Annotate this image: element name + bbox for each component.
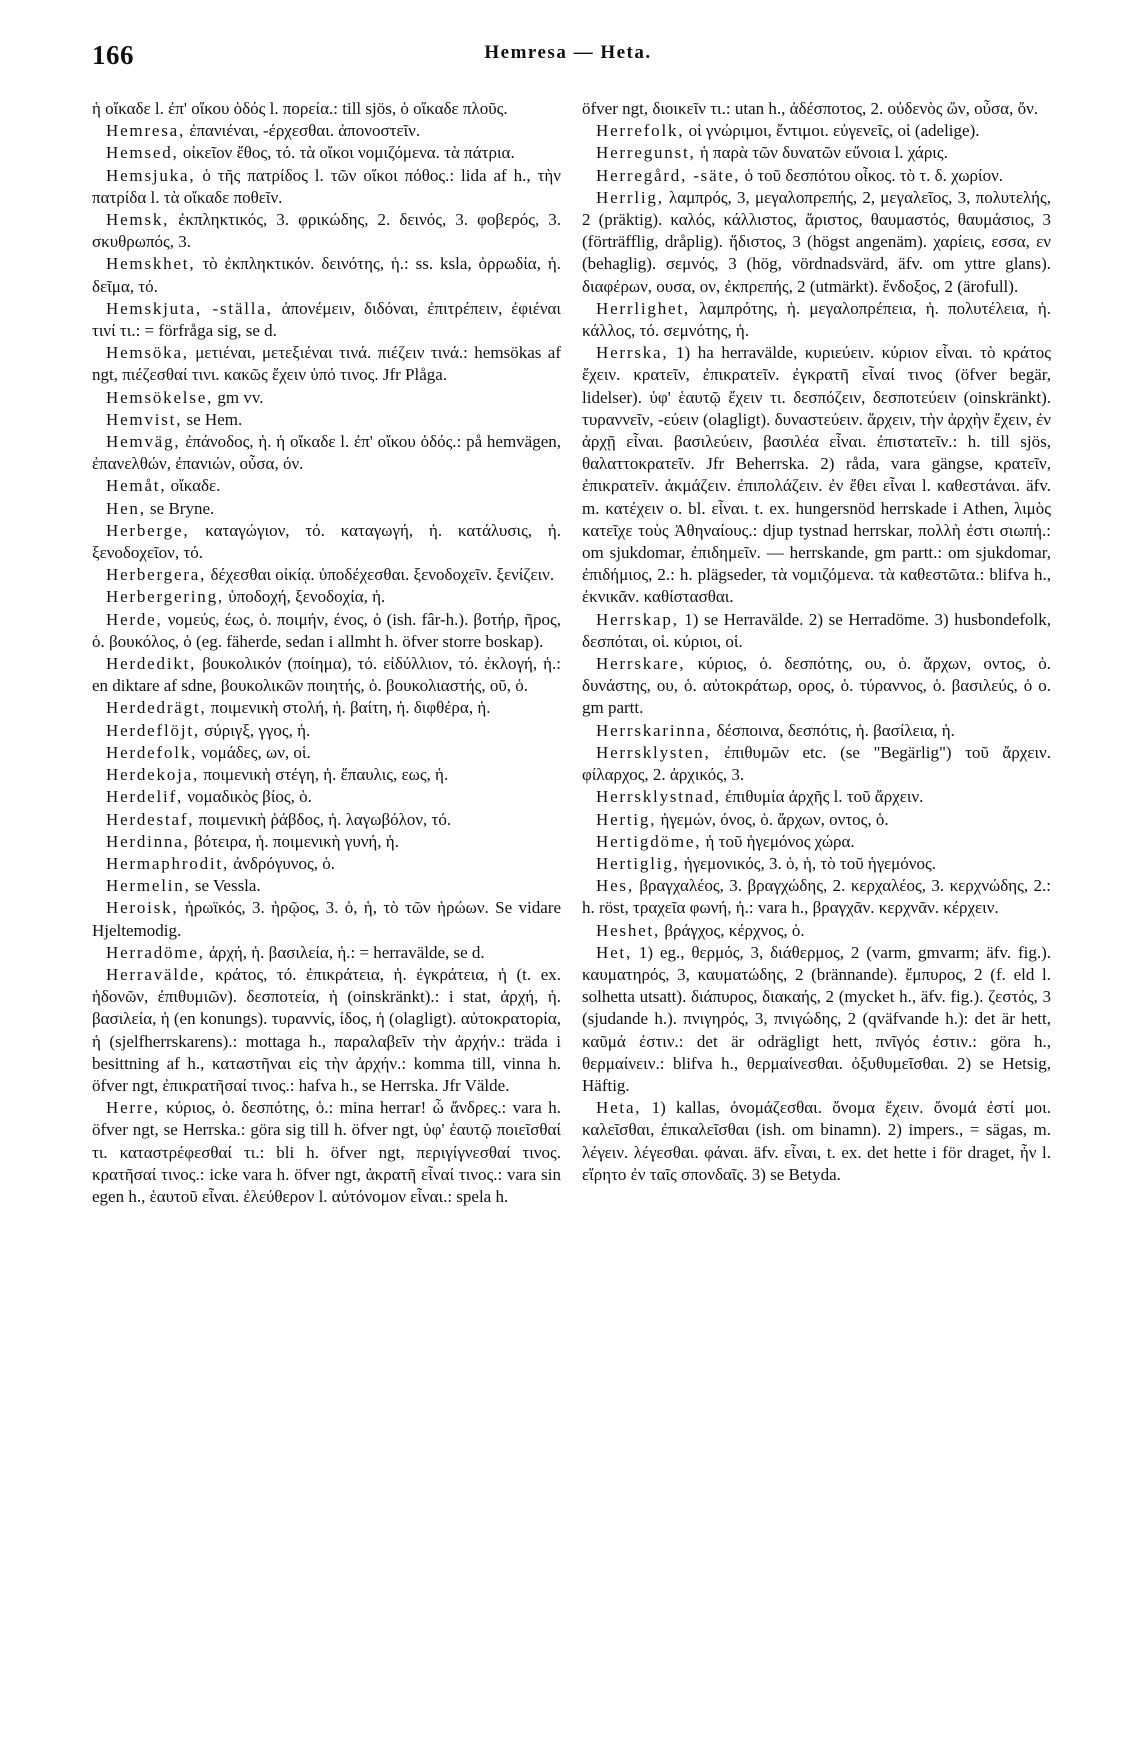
entry-definition: 1) kallas, ὀνομάζεσθαι. ὄνομα ἔχειν. ὄνομά ἐστί μοι. καλεῖσθαι, ἐπικαλεῖσθαι (ish. om binamn). 2) impers., = sägas, m. λέγειν. λέγεσθαι. φάναι. äfv. εἶναι, t. ex. det hette i för draget, ἦν l. εἴρητο ἐν ταῖς σπονδαῖς. 3) se Betyda. (582, 1098, 1051, 1184)
dictionary-entry (92, 409, 561, 431)
dictionary-entry (92, 942, 561, 964)
entry-headword: Hermelin, (106, 876, 191, 896)
entry-headword: Herdestaf, (106, 809, 195, 829)
dictionary-entry (582, 609, 1051, 653)
entry-definition: 1) ha herravälde, κυριεύειν. κύριον εἶναι. τὸ κράτος ἔχειν. κρατεῖν, ἐπικρατεῖν. ἐγκρατῆ εἶναί τινος (öfver begär, lidelser). ὑφ' ἑαυτῷ ἔχειν τι. δεσπόζειν, δεσποτεύειν (oinskränkt). τυραννεῖν, -εύειν (olagligt). δυναστεύειν. ἄρχειν, τὴν ἀρχὴν ἔχειν, ἐν ἀρχῇ εἶναι. βασιλεύειν, βασιλέα εἶναι. ἐπιστατεῖν.: h. till sjös, θαλαττοκρατεῖν. Jfr Beherrska. 2) råda, vara gängse, κρατεῖν, ἐπικρατεῖν. ἀκμάζειν. ἐπιπολάζειν. ἐν ἔθει εἶναι l. καθεστάναι. äfv. m. κατέχειν o. bl. εἶναι. t. ex. hungersnöd herrskade i Athen, λιμὸς κατεῖχε τοὺς Ἀθηναίους.: djup tystnad herrskar, πολλὴ ἐστι σιωπή.: om sjukdomar, ἐπιδημεῖν. — herrskande, gm partt.: om sjukdomar, ἐπιδήμιος, 2.: h. plägseder, τὰ νομιζόμενα. τὰ καθεστῶτα.: blifva h., ἐκνικᾶν. καθίστασθαι. (582, 343, 1051, 607)
entry-headword: Het, (596, 942, 632, 962)
dictionary-entry (92, 253, 561, 297)
entry-headword: Hemskjuta, -ställa, (106, 298, 273, 318)
entry-headword: Herrlighet, (596, 298, 690, 318)
entry-definition: ἡγεμών, όνος, ὁ. ἄρχων, οντος, ὁ. (660, 809, 889, 829)
dictionary-entry (582, 653, 1051, 720)
entry-headword: Hermaphrodit, (106, 853, 230, 873)
entry-headword: Hemåt, (106, 476, 167, 496)
dictionary-entry (92, 742, 561, 764)
entry-definition: se Hem. (186, 409, 243, 429)
entry-definition: ποιμενικὴ ῥάβδος, ἡ. λαγωβόλον, τό. (198, 809, 452, 829)
dictionary-entry (582, 809, 1051, 831)
dictionary-entry (92, 498, 561, 520)
entry-headword: Herbergera, (106, 565, 207, 585)
entry-headword: Heroisk, (106, 898, 179, 918)
entry-definition: λαμπρότης, ἡ. μεγαλοπρέπεια, ἡ. πολυτέλεια, ἡ. κάλλος, τό. σεμνότης, ἡ. (582, 298, 1051, 341)
entry-definition: τὸ ἐκπληκτικόν. δεινότης, ἡ.: ss. ksla, ὀρρωδία, ἡ. δεῖμα, τό. (92, 254, 561, 296)
entry-headword: Heshet, (596, 920, 661, 940)
entry-definition: ἐπανιέναι, -έρχεσθαι. ἀπονοστεῖν. (189, 121, 421, 141)
dictionary-entry (92, 142, 561, 164)
entry-headword: Herregunst, (596, 143, 696, 163)
dictionary-entry (582, 142, 1051, 164)
entry-definition: ἀρχή, ἡ. βασιλεία, ἡ.: = herravälde, se d. (208, 942, 485, 962)
entry-definition: δέσποινα, δεσπότις, ἡ. βασίλεια, ἡ. (716, 720, 955, 740)
dictionary-entry (582, 298, 1051, 342)
dictionary-entry (92, 875, 561, 897)
entry-headword: Hemsöka, (106, 343, 189, 363)
dictionary-entry (92, 120, 561, 142)
entry-definition: βραγχαλέος, 3. βραγχώδης, 2. κερχαλέος, 3. κερχνώδης, 2.: h. röst, τραχεῖα φωνή, ἡ.: vara h., βραγχᾶν. κερχνᾶν. κέρχειν. (582, 876, 1051, 918)
dictionary-entry (582, 942, 1051, 1097)
dictionary-entry (92, 809, 561, 831)
dictionary-entry (92, 165, 561, 209)
dictionary-entry (92, 209, 561, 253)
dictionary-entry (92, 564, 561, 586)
entry-headword: Herrsklysten, (596, 742, 711, 762)
dictionary-entry (92, 720, 561, 742)
entry-headword: Hemsk, (106, 210, 170, 230)
entry-definition: οἴκαδε. (170, 476, 221, 496)
entry-headword: Herrskap, (596, 609, 679, 629)
entry-headword: Herrlig, (596, 187, 664, 207)
dictionary-entry (92, 586, 561, 608)
entry-definition: μετιέναι, μετεξιέναι τινά. πιέζειν τινά.: hemsökas af ngt, πιέζεσθαί τινι. κακῶς ἔχειν ὑπό τινος. Jfr Plåga. (92, 343, 561, 385)
entry-headword: Herrskare, (596, 654, 686, 674)
entry-headword: Herdeflöjt, (106, 720, 200, 740)
entry-headword: Heta, (596, 1098, 642, 1118)
entry-headword: Hemsökelse, (106, 387, 214, 407)
entry-headword: Herdedrägt, (106, 698, 207, 718)
entry-headword: Herdinna, (106, 831, 190, 851)
dictionary-entry (582, 342, 1051, 608)
entry-definition: ὁ τοῦ δεσπότου οἶκος. τὸ τ. δ. χωρίον. (744, 165, 1004, 185)
entry-definition: ἡ οἴκαδε l. ἐπ' οἴκου ὁδός l. πορεία.: till sjös, ὁ οἴκαδε πλοῦς. (92, 99, 508, 118)
entry-definition: ποιμενικὴ στολή, ἡ. βαίτη, ἡ. διφθέρα, ἡ. (210, 698, 491, 718)
right-column (582, 98, 1051, 1698)
dictionary-entry (92, 609, 561, 653)
dictionary-entry (92, 786, 561, 808)
entry-definition: βράγχος, κέρχνος, ὁ. (664, 920, 805, 940)
entry-definition: 1) eg., θερμός, 3, διάθερμος, 2 (varm, gmvarm; äfv. fig.). καυματηρός, 3, καυματώδης, 2 (brännande). ἔμπυρος, 2 (f. eld l. solhetta utsatt). διάπυρος, διακαής, 2 (mycket h., äfv. fig.). ζεστός, 3 (sjudande h.). πνιγηρός, 3, πνιγώδης, 2 (qväfvande h.): det är hett, καῦμά ἐστιν.: det är odrägligt hett, πνῖγός ἐστιν.: göra h., θερμαίνειν.: blifva h., θερμαίνεσθαι. ὀξυθυμεῖσθαι. 2) se Hetsig, Häftig. (582, 942, 1051, 1095)
entry-definition: öfver ngt, διοικεῖν τι.: utan h., ἀδέσποτος, 2. οὐδενὸς ὤν, οὖσα, ὄν. (582, 99, 1039, 118)
dictionary-entry (92, 298, 561, 342)
dictionary-entry (92, 964, 561, 1097)
entry-definition: ἐπάνοδος, ἡ. ἡ οἴκαδε l. ἐπ' οἴκου ὁδός.: på hemvägen, ἐπανελθών, ἐπανιών, οὖσα, όν. (92, 432, 561, 474)
dictionary-entry (92, 897, 561, 941)
dictionary-entry (582, 98, 1051, 120)
entry-headword: Herrsklystnad, (596, 787, 721, 807)
entry-headword: Herradöme, (106, 942, 205, 962)
dictionary-entry (582, 786, 1051, 808)
dictionary-entry (582, 742, 1051, 786)
entry-headword: Herre, (106, 1098, 160, 1118)
page-number: 166 (92, 40, 134, 70)
entry-headword: Herregård, -säte, (596, 165, 741, 185)
entry-headword: Herbergering, (106, 587, 224, 607)
entry-definition: ποιμενικὴ στέγη, ἡ. ἔπαυλις, εως, ἡ. (203, 765, 449, 785)
entry-headword: Herdedikt, (106, 654, 197, 674)
entry-definition: κύριος, ὁ. δεσπότης, ου, ὁ. ἄρχων, οντος, ὁ. δυνάστης, ου, ὁ. αὐτοκράτωρ, ορος, ὁ. τύραννος, ὁ. βασιλεύς, ὁ o. gm partt. (582, 654, 1051, 718)
dictionary-entry (92, 98, 561, 120)
dictionary-entry (92, 831, 561, 853)
entry-definition: ἐπιθυμία ἀρχῆς l. τοῦ ἄρχειν. (725, 787, 924, 807)
dictionary-entry (92, 431, 561, 475)
dictionary-entry (582, 920, 1051, 942)
dictionary-entry (92, 653, 561, 697)
dictionary-entry (582, 165, 1051, 187)
entry-headword: Herravälde, (106, 964, 206, 984)
entry-headword: Hen, (106, 498, 146, 518)
entry-definition: οἰκεῖον ἔθος, τό. τὰ οἴκοι νομιζόμενα. τὰ πάτρια. (182, 143, 515, 163)
dictionary-entry (92, 697, 561, 719)
entry-definition: 1) se Herravälde. 2) se Herradöme. 3) husbondefolk, δεσπόται, οἱ. κύριοι, οἱ. (582, 609, 1051, 651)
entry-definition: se Bryne. (150, 498, 215, 518)
entry-definition: λαμπρός, 3, μεγαλοπρεπής, 2, μεγαλεῖος, 3, πολυτελής, 2 (präktig). καλός, κάλλιστος, ἄριστος, θαυμαστός, θαυμάσιος, 3 (förträfflig, dråplig). ἥδιστος, 3 (högst angenäm). χαρίεις, εσσα, εν (behaglig). σεμνός, 3 (hög, vördnadsvärd, äfv. om yttre glans). διαφέρων, ουσα, ον, ἐκπρεπής, 2 (utmärkt). ἔνδοξος, 2 (ärofull). (582, 187, 1051, 296)
entry-headword: Hes, (596, 876, 634, 896)
entry-definition: ἡγεμονικός, 3. ὁ, ἡ, τὸ τοῦ ἡγεμόνος. (683, 853, 936, 873)
dictionary-entry (582, 187, 1051, 298)
dictionary-entry (582, 875, 1051, 919)
entry-headword: Herrskarinna, (596, 720, 713, 740)
entry-definition: se Vessla. (194, 876, 261, 896)
entry-definition: νομάδες, ων, οἱ. (201, 742, 311, 762)
running-head: Hemresa — Heta. (484, 42, 652, 63)
entry-definition: ὁ τῆς πατρίδος l. τῶν οἴκοι πόθος.: lida af h., τὴν πατρίδα l. τὰ οἴκαδε ποθεῖν. (92, 165, 561, 207)
entry-headword: Herberge, (106, 520, 190, 540)
entry-headword: Hemsed, (106, 143, 179, 163)
dictionary-entry (92, 1097, 561, 1208)
entry-definition: κύριος, ὁ. δεσπότης, ὁ.: mina herrar! ὦ ἄνδρες.: vara h. öfver ngt, se Herrska.: göra sig till h. öfver ngt, ὑφ' ἑαυτῷ ποιεῖσθαί τι. καταστρέφεσθαί τι.: bli h. öfver ngt, περιγίγνεσθαί τινος. κρατῆσαί τινος.: icke vara h. öfver ngt, ἀκρατῆ εἶναί τινος.: vara sin egen h., ἑαυτοῦ εἶναι. ἐλεύθερον l. αὐτόνομον εἶναι.: spela h. (92, 1098, 561, 1206)
entry-definition: καταγώγιον, τό. καταγωγή, ἡ. κατάλυσις, ἡ. ξενοδοχεῖον, τό. (92, 520, 561, 563)
entry-definition: νομεύς, έως, ὁ. ποιμήν, ένος, ὁ (ish. fâr-h.). βοτήρ, ῆρος, ὁ. βουκόλος, ὁ (eg. fäherde, sedan i allmht h. öfver storre boskap). (92, 609, 561, 651)
entry-definition: ἐπιθυμῶν etc. (se "Begärlig") τοῦ ἄρχειν. φίλαρχος, 2. ἀρχικός, 3. (582, 742, 1051, 785)
entry-headword: Hemresa, (106, 121, 186, 141)
entry-definition: ὑποδοχή, ξενοδοχία, ἡ. (228, 587, 386, 607)
dictionary-entry (92, 853, 561, 875)
entry-definition: βότειρα, ἡ. ποιμενικὴ γυνή, ἡ. (193, 831, 399, 851)
entry-definition: κράτος, τό. ἐπικράτεια, ἡ. ἐγκράτεια, ἡ (t. ex. ἡδονῶν, ἐπιθυμιῶν). δεσποτεία, ἡ (oinskränkt).: i stat, ἀρχή, ἡ. βασιλεία, ἡ (en konungs). τυραννίς, ίδος, ἡ (olagligt). αὐτοκρατορία, ἡ (sjelfherrskarens).: mottaga h., παραλαβεῖν τὴν ἀρχήν.: träda i besittning af h., καταστῆναι εἰς τὴν ἀρχήν.: komma till, vinna h. öfver ngt, ἐπικρατῆσαί τινος.: hafva h., se Herrska. Jfr Välde. (92, 964, 561, 1095)
entry-definition: ἐκπληκτικός, 3. φρικώδης, 2. δεινός, 3. φοβερός, 3. σκυθρωπός, 3. (92, 210, 561, 252)
entry-definition: ἀνδρόγυνος, ὁ. (233, 853, 335, 873)
entry-definition: δέχεσθαι οἰκίᾳ. ὑποδέχεσθαι. ξενοδοχεῖν. ξενίζειν. (210, 565, 555, 585)
dictionary-entry (92, 520, 561, 564)
entry-headword: Herrska, (596, 343, 669, 363)
entry-headword: Hemvist, (106, 409, 183, 429)
entry-definition: νομαδικὸς βίος, ὁ. (187, 787, 312, 807)
entry-headword: Herdekoja, (106, 765, 200, 785)
entry-headword: Hemväg, (106, 432, 181, 452)
entry-headword: Hertig, (596, 809, 657, 829)
entry-definition: ἡ τοῦ ἡγεμόνος χώρα. (705, 831, 855, 851)
dictionary-entry (582, 853, 1051, 875)
dictionary-entry (582, 1097, 1051, 1186)
dictionary-entry (92, 342, 561, 386)
entry-headword: Hertigdöme, (596, 831, 702, 851)
dictionary-entry (582, 720, 1051, 742)
entry-definition: ἡρωϊκός, 3. ἡρῷος, 3. ὁ, ἡ, τὸ τῶν ἡρώων. Se vidare Hjeltemodig. (92, 898, 561, 940)
entry-definition: gm vv. (217, 387, 264, 407)
dictionary-entry (92, 475, 561, 497)
dictionary-entry (92, 764, 561, 786)
entry-headword: Herdefolk, (106, 742, 198, 762)
entry-definition: ἡ παρὰ τῶν δυνατῶν εὔνοια l. χάρις. (699, 143, 948, 163)
page-header (0, 40, 1136, 74)
left-column (92, 98, 561, 1698)
entry-headword: Hertiglig, (596, 853, 680, 873)
entry-headword: Hemskhet, (106, 254, 196, 274)
dictionary-entry (582, 120, 1051, 142)
dictionary-entry (582, 831, 1051, 853)
entry-definition: σύριγξ, γγος, ἡ. (204, 720, 311, 740)
entry-headword: Hemsjuka, (106, 165, 196, 185)
entry-definition: βουκολικόν (ποίημα), τό. εἰδύλλιον, τό. ἐκλογή, ἡ.: en diktare af sdne, βουκολικῶν ποιητής, ὁ. βουκολιαστής, οῦ, ὁ. (92, 654, 561, 696)
entry-headword: Herrefolk, (596, 121, 685, 141)
dictionary-entry (92, 387, 561, 409)
entry-definition: οἱ γνώριμοι, ἔντιμοι. εὐγενεῖς, οἱ (adelige). (688, 121, 980, 141)
entry-headword: Herdelif, (106, 787, 184, 807)
entry-headword: Herde, (106, 609, 163, 629)
entry-definition: ἀπονέμειν, διδόναι, ἐπιτρέπειν, ἐφιέναι τινί τι.: = förfråga sig, se d. (92, 298, 561, 341)
